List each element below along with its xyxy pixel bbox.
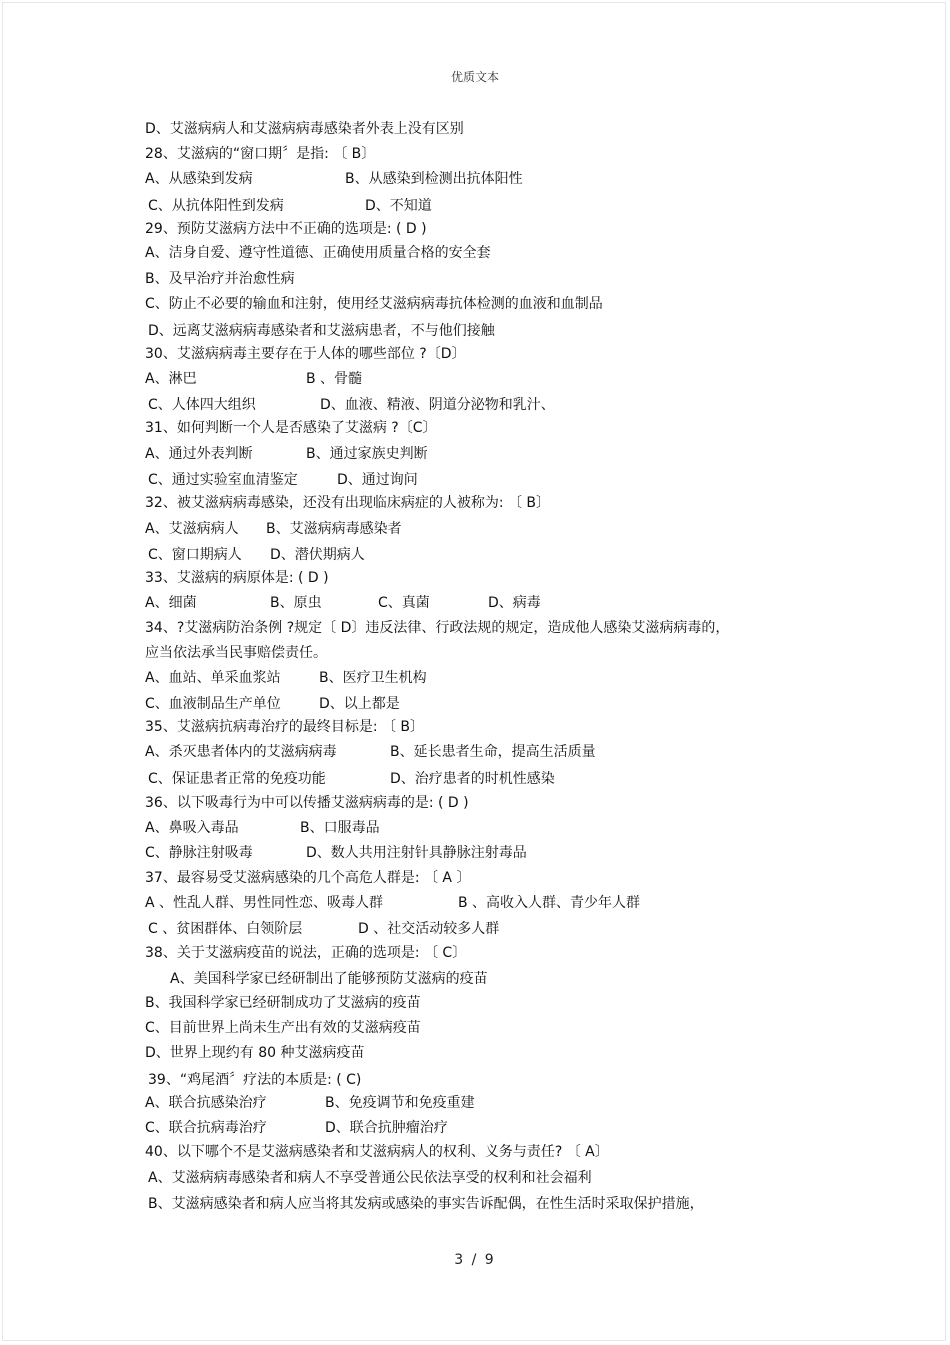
option-text: D 、社交活动较多人群 (358, 921, 500, 937)
question-line: B、及早治疗并治愈性病 (145, 271, 295, 287)
question-line: B、我国科学家已经研制成功了艾滋病的疫苗 (145, 995, 421, 1011)
option-text: B、原虫 (270, 595, 322, 611)
question-line: A、淋巴 (145, 371, 197, 387)
question-line: C、通过实验室血清鉴定 (148, 472, 298, 488)
option-text: B 、高收入人群、青少年人群 (458, 895, 641, 911)
question-line: B、艾滋病感染者和病人应当将其发病或感染的事实告诉配偶，在性生活时采取保护措施， (148, 1196, 704, 1212)
question-line: A、洁身自爱、遵守性道德、正确使用质量合格的安全套 (145, 245, 491, 261)
question-line: 37、最容易受艾滋病感染的几个高危人群是: 〔 A 〕 (145, 870, 471, 886)
question-line: 36、以下吸毒行为中可以传播艾滋病病毒的是: ( D ) (145, 795, 469, 811)
option-text: B、口服毒品 (300, 820, 380, 836)
question-line: A 、性乱人群、男性同性恋、吸毒人群 (145, 895, 384, 911)
question-line: D、远离艾滋病病毒感染者和艾滋病患者，不与他们接触 (148, 323, 495, 339)
option-text: B 、骨髓 (306, 371, 363, 387)
question-line: C、联合抗病毒治疗 (145, 1120, 267, 1136)
question-line: 33、艾滋病的病原体是: ( D ) (145, 570, 329, 586)
option-text: D、通过询问 (337, 472, 418, 488)
question-line: C、血液制品生产单位 (145, 696, 281, 712)
question-line: C、保证患者正常的免疫功能 (148, 771, 326, 787)
question-line: A、细菌 (145, 595, 197, 611)
question-line: 35、艾滋病抗病毒治疗的最终目标是: 〔 B〕 (145, 719, 425, 735)
question-line: 28、艾滋病的“窗口期〞是指: 〔 B〕 (145, 146, 376, 162)
question-line: A、联合抗感染治疗 (145, 1095, 267, 1111)
question-line: 31、如何判断一个人是否感染了艾滋病 ?〔C〕 (145, 420, 437, 436)
question-line: A、艾滋病病人 (145, 521, 239, 537)
option-text: D、病毒 (488, 595, 541, 611)
question-line: A、美国科学家已经研制出了能够预防艾滋病的疫苗 (170, 971, 488, 987)
question-line: C、窗口期病人 (148, 547, 242, 563)
question-line: C、人体四大组织 (148, 397, 256, 413)
option-text: B、免疫调节和免疫重建 (325, 1095, 475, 1111)
question-line: 40、以下哪个不是艾滋病感染者和艾滋病病人的权利、义务与责任? 〔 A〕 (145, 1144, 609, 1160)
question-line: C、目前世界上尚未生产出有效的艾滋病疫苗 (145, 1020, 421, 1036)
question-line: 34、?艾滋病防治条例 ?规定〔 D〕违反法律、行政法规的规定，造成他人感染艾滋病病毒的， (145, 620, 730, 636)
option-text: B、通过家族史判断 (306, 446, 428, 462)
question-line: 29、预防艾滋病方法中不正确的选项是: ( D ) (145, 221, 427, 237)
question-line: C、从抗体阳性到发病 (148, 198, 284, 214)
question-line: A、鼻吸入毒品 (145, 820, 239, 836)
option-text: D、以上都是 (319, 696, 400, 712)
question-line: A、从感染到发病 (145, 171, 253, 187)
option-text: B、从感染到检测出抗体阳性 (345, 171, 523, 187)
question-line: 应当依法承当民事赔偿责任。 (145, 645, 327, 661)
question-line: 30、艾滋病病毒主要存在于人体的哪些部位 ?〔D〕 (145, 346, 466, 362)
option-text: D、不知道 (365, 198, 432, 214)
option-text: D、血液、精液、阴道分泌物和乳汁、 (320, 397, 555, 413)
question-line: 39、“鸡尾酒〞疗法的本质是: ( C) (148, 1072, 362, 1088)
question-line: C、防止不必要的输血和注射，使用经艾滋病病毒抗体检测的血液和血制品 (145, 296, 603, 312)
question-line: 38、关于艾滋病疫苗的说法，正确的选项是: 〔 C〕 (145, 945, 467, 961)
option-text: D、数人共用注射针具静脉注射毒品 (306, 845, 527, 861)
option-text: D、联合抗肿瘤治疗 (325, 1120, 448, 1136)
option-text: D、潜伏期病人 (270, 547, 365, 563)
option-text: B、医疗卫生机构 (319, 670, 427, 686)
question-line: A、血站、单采血浆站 (145, 670, 281, 686)
question-line: D、艾滋病病人和艾滋病病毒感染者外表上没有区别 (145, 121, 464, 137)
question-line: A、艾滋病病毒感染者和病人不享受普通公民依法享受的权利和社会福利 (148, 1170, 592, 1186)
page-header: 优质文本 (450, 70, 499, 84)
question-line: D、世界上现约有 80 种艾滋病疫苗 (145, 1045, 365, 1061)
option-text: B、艾滋病病毒感染者 (266, 521, 402, 537)
option-text: B、延长患者生命，提高生活质量 (390, 744, 596, 760)
option-text: C、真菌 (378, 595, 430, 611)
option-text: D、治疗患者的时机性感染 (390, 771, 555, 787)
question-line: C 、贫困群体、白领阶层 (148, 921, 303, 937)
question-line: A、通过外表判断 (145, 446, 253, 462)
question-line: A、杀灭患者体内的艾滋病病毒 (145, 744, 337, 760)
page-number: 3 / 9 (454, 1252, 496, 1268)
question-line: C、静脉注射吸毒 (145, 845, 253, 861)
question-line: 32、被艾滋病病毒感染，还没有出现临床病症的人被称为: 〔 B〕 (145, 495, 551, 511)
